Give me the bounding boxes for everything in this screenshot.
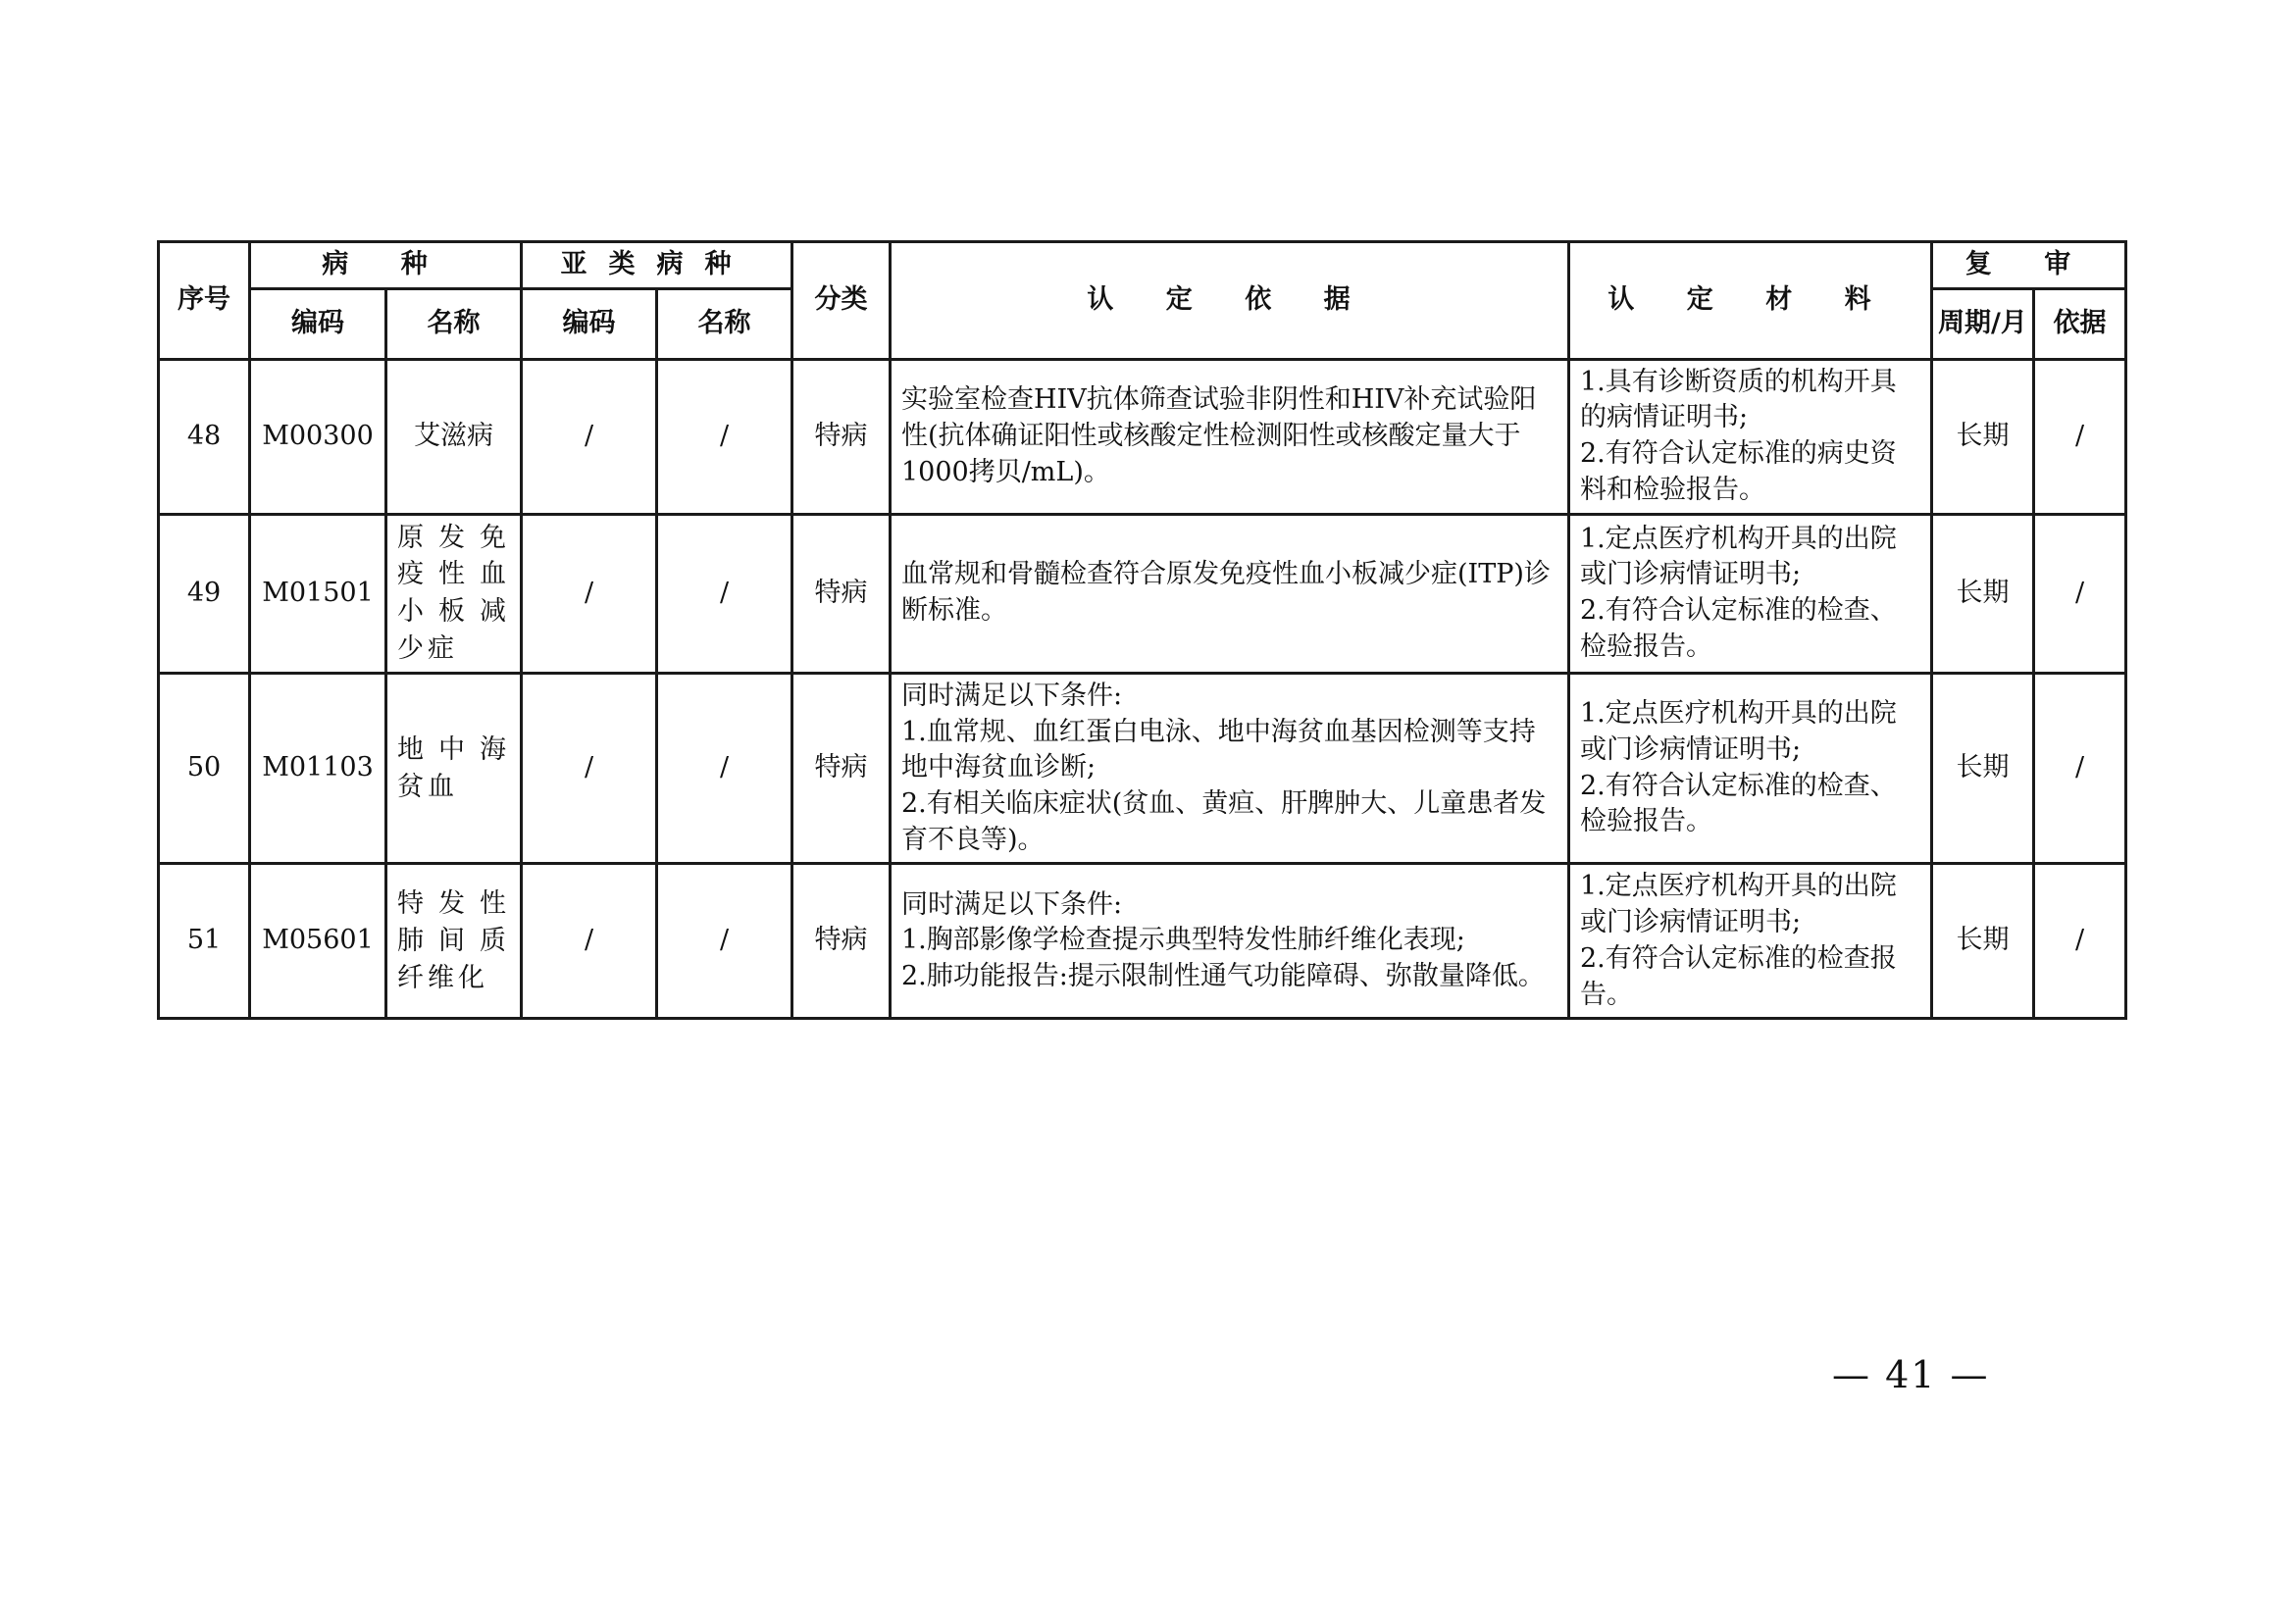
criteria-line: 1.胸部影像学检查提示典型特发性肺纤维化表现;	[901, 925, 1465, 956]
criteria-line: 同时满足以下条件:	[901, 888, 1123, 920]
row-basis: /	[2034, 514, 2126, 673]
table-row	[159, 514, 2126, 673]
materials-line: 2.有符合认定标准的检查报告。	[1580, 942, 1897, 1010]
header-subtype: 亚类病种	[522, 242, 792, 289]
row-sub-code: /	[522, 864, 657, 1019]
materials-line: 1.定点医疗机构开具的出院或门诊病情证明书;	[1580, 523, 1897, 590]
row-sub-code: /	[522, 359, 657, 514]
materials-line: 1.定点医疗机构开具的出院或门诊病情证明书;	[1580, 871, 1897, 938]
header-row-1	[159, 242, 2126, 289]
row-seq: 50	[159, 673, 250, 864]
row-period: 长期	[1932, 359, 2034, 514]
row-sub-name: /	[657, 359, 792, 514]
row-code: M01103	[250, 673, 386, 864]
materials-line: 1.具有诊断资质的机构开具的病情证明书;	[1580, 366, 1897, 433]
criteria-line: 实验室检查HIV抗体筛查试验非阴性和HIV补充试验阳性(抗体确证阳性或核酸定性检测阳性或核酸定量大于1000拷贝/mL)。	[901, 384, 1537, 487]
criteria-line: 血常规和骨髓检查符合原发免疫性血小板减少症(ITP)诊断标准。	[901, 559, 1551, 627]
header-sub-name: 名称	[657, 288, 792, 359]
row-materials	[1569, 514, 1932, 673]
row-period: 长期	[1932, 673, 2034, 864]
row-criteria	[891, 864, 1569, 1019]
row-category: 特病	[792, 359, 891, 514]
row-seq: 48	[159, 359, 250, 514]
header-disease: 病 种	[250, 242, 522, 289]
header-name: 名称	[386, 288, 522, 359]
table-row	[159, 359, 2126, 514]
table-row	[159, 864, 2126, 1019]
header-basis: 依据	[2034, 288, 2126, 359]
header-category: 分类	[792, 242, 891, 360]
page-number: — 41 —	[1832, 1353, 1990, 1396]
materials-line: 2.有符合认定标准的检查、检验报告。	[1580, 770, 1897, 837]
header-seq: 序号	[159, 242, 250, 360]
header-criteria: 认 定 依 据	[891, 242, 1569, 360]
criteria-line: 1.血常规、血红蛋白电泳、地中海贫血基因检测等支持地中海贫血诊断;	[901, 716, 1536, 783]
row-name: 地中海贫血	[386, 673, 522, 864]
materials-line: 2.有符合认定标准的检查、检验报告。	[1580, 595, 1897, 662]
row-code: M00300	[250, 359, 386, 514]
row-basis: /	[2034, 864, 2126, 1019]
row-materials	[1569, 864, 1932, 1019]
row-name: 特发性肺间质纤维化	[386, 864, 522, 1019]
criteria-line: 2.有相关临床症状(贫血、黄疸、肝脾肿大、儿童患者发育不良等)。	[901, 787, 1547, 855]
row-materials	[1569, 359, 1932, 514]
row-criteria	[891, 514, 1569, 673]
materials-line: 1.定点医疗机构开具的出院或门诊病情证明书;	[1580, 698, 1897, 765]
row-basis: /	[2034, 359, 2126, 514]
header-period: 周期/月	[1932, 288, 2034, 359]
row-criteria	[891, 359, 1569, 514]
row-category: 特病	[792, 514, 891, 673]
header-code: 编码	[250, 288, 386, 359]
row-seq: 49	[159, 514, 250, 673]
row-name: 原发免疫性血小板减少症	[386, 514, 522, 673]
row-materials	[1569, 673, 1932, 864]
row-period: 长期	[1932, 864, 2034, 1019]
row-sub-code: /	[522, 673, 657, 864]
row-basis: /	[2034, 673, 2126, 864]
row-criteria	[891, 673, 1569, 864]
header-sub-code: 编码	[522, 288, 657, 359]
row-category: 特病	[792, 864, 891, 1019]
row-seq: 51	[159, 864, 250, 1019]
header-review: 复 审	[1932, 242, 2126, 289]
header-materials: 认 定 材 料	[1569, 242, 1932, 360]
criteria-line: 同时满足以下条件:	[901, 680, 1123, 711]
row-period: 长期	[1932, 514, 2034, 673]
row-sub-name: /	[657, 864, 792, 1019]
materials-line: 2.有符合认定标准的病史资料和检验报告。	[1580, 438, 1897, 505]
row-category: 特病	[792, 673, 891, 864]
disease-table	[157, 240, 2127, 1020]
row-sub-name: /	[657, 514, 792, 673]
row-code: M01501	[250, 514, 386, 673]
row-sub-code: /	[522, 514, 657, 673]
row-sub-name: /	[657, 673, 792, 864]
document-page	[157, 240, 2127, 1020]
row-code: M05601	[250, 864, 386, 1019]
criteria-line: 2.肺功能报告:提示限制性通气功能障碍、弥散量降低。	[901, 961, 1545, 992]
row-name: 艾滋病	[386, 359, 522, 514]
table-row	[159, 673, 2126, 864]
